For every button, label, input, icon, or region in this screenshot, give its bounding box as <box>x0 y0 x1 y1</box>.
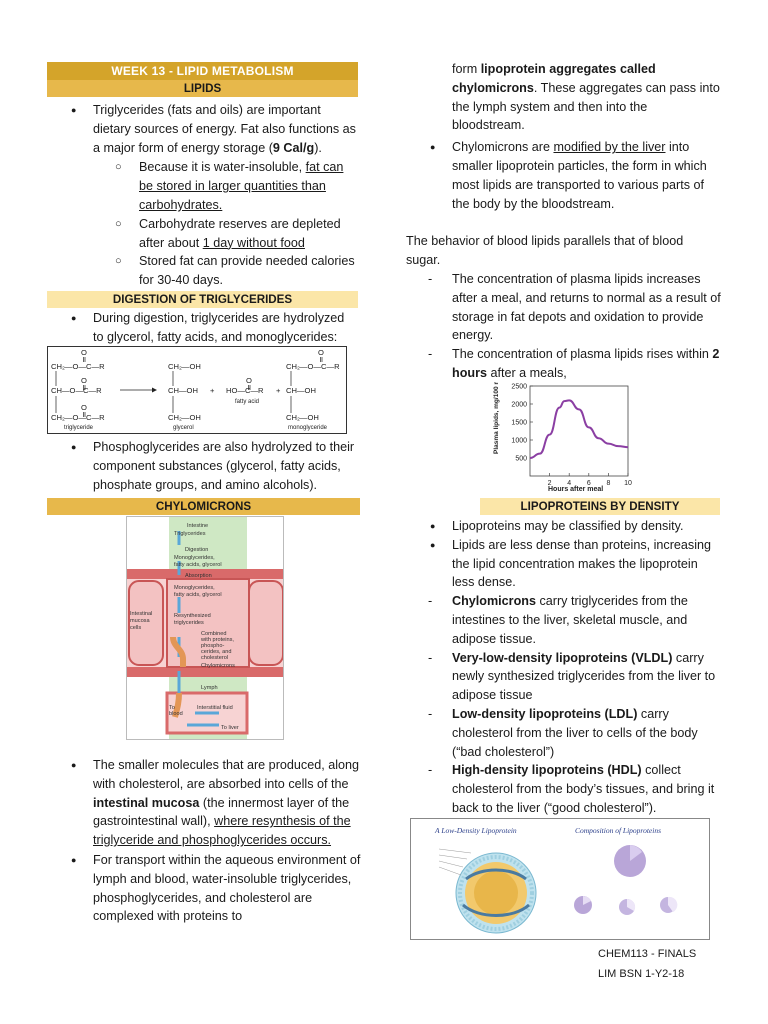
fig-label-intestine: Intestine <box>187 523 209 529</box>
chart-y-tick-label: 1000 <box>511 437 527 445</box>
triglyceride-line-1: CH₂—O—C—R <box>51 362 105 371</box>
lipoprotein-ldl: - Low-density lipoproteins (LDL) carry cholesterol from the liver to cells of the body (“bad cholesterol”) <box>406 705 721 761</box>
chylomicrons-bullet-2: ● For transport within the aqueous environment of lymph and blood, water-insoluble triglycerides, phosphoglycerides, and cholesterol are complexed with proteins to <box>47 851 362 926</box>
fig-label-absorption: Absorption <box>185 573 212 579</box>
fig-label-comb-5: cholesterol <box>201 655 229 661</box>
footer-course: CHEM113 - FINALS <box>598 948 697 960</box>
digestion-bullet-1: ● During digestion, triglycerides are hydrolyzed to glycerol, fatty acids, and monoglycerides: <box>47 309 358 347</box>
right-column-2 <box>406 498 721 818</box>
chylomicrons-heading: CHYLOMICRONS <box>47 498 360 515</box>
chart-x-tick-label: 6 <box>586 480 591 487</box>
lipoprotein-vldl: - Very-low-density lipoproteins (VLDL) carry newly synthesized triglycerides from the liver to adipose tissue <box>406 649 721 705</box>
fig-label-mucosa-3: cells <box>130 625 142 631</box>
chylomicron-continuation: form lipoprotein aggregates called chylomicrons. These aggregates can pass into the lymph system and then into the bloodstream. <box>452 62 720 133</box>
chylomicrons-bullet-1: ● The smaller molecules that are produced, along with cholesterol, are absorbed into cells of the intestinal mucosa (the innermost layer of the gastrointestinal wall), where resynthesis of the triglyceride and phosphoglycerides occurs. <box>47 756 362 850</box>
fig-label-digestion: Digestion <box>185 547 209 553</box>
lipids-bullet-1: ● Triglycerides (fats and oils) are important dietary sources of energy. Fat also functions as a major form of energy storage (9 Cal/g). <box>47 101 358 157</box>
fig-label-chylo: Chylomicrons <box>201 663 235 669</box>
fig-label-comb-4: cerides, and <box>201 649 232 655</box>
plus-sign: + <box>210 386 215 395</box>
page-title: WEEK 13 - LIPID METABOLISM <box>47 62 358 80</box>
lipids-sub-1: ○ Because it is water-insoluble, fat can be stored in larger quantities than carbohydrates. <box>47 158 358 214</box>
left-column <box>47 62 358 347</box>
lipoproteins-heading: LIPOPROTEINS BY DENSITY <box>480 498 720 515</box>
ldl-figure-title: A Low-Density Lipoprotein <box>435 826 517 835</box>
chart-x-tick-label: 2 <box>547 480 552 487</box>
chylomicron-figure <box>126 516 284 740</box>
ldl-particle-illustration <box>456 853 536 933</box>
carbonyl-o: O <box>81 348 87 357</box>
left-column-3 <box>47 756 362 926</box>
behavior-dash-2: - The concentration of plasma lipids rises within 2 hours after a meals, <box>406 345 721 383</box>
fig-label-to-blood-2: blood <box>169 711 183 717</box>
chart-y-tick-label: 2500 <box>511 383 527 391</box>
lipids-heading: LIPIDS <box>47 80 358 97</box>
lipoproteins-bullet-2: ● Lipids are less dense than proteins, increasing the lipid concentration makes the lipoprotein less dense. <box>406 536 721 592</box>
carbonyl-o: O <box>81 403 87 412</box>
right-column <box>406 60 721 383</box>
glycerol-label: glycerol <box>173 425 194 431</box>
lipoprotein-chylomicrons: - Chylomicrons carry triglycerides from the intestines to the liver, skeletal muscle, and adipose tissue. <box>406 592 721 648</box>
lipoprotein-figure <box>410 818 710 940</box>
behavior-dash-1: - The concentration of plasma lipids increases after a meal, and returns to normal as a result of storage in fat depots and oxidation to provide energy. <box>406 270 721 345</box>
fig-label-mucosa-2: mucosa <box>130 618 150 624</box>
fig-label-to-blood-1: To <box>169 705 175 711</box>
chart-x-label: Hours after meal <box>548 486 604 493</box>
footer <box>598 946 696 982</box>
triglyceride-line-2: CH—O—C—R <box>51 386 102 395</box>
fig-label-lymph: Lymph <box>201 685 218 691</box>
glycerol-line-2: CH—OH <box>168 386 198 395</box>
fig-label-comb-3: phospho- <box>201 643 225 649</box>
chart-grid <box>530 386 628 476</box>
fatty-acid-label: fatty acid <box>235 399 260 405</box>
fig-label-mono-4: fatty acids, glycerol <box>174 592 222 598</box>
lipoproteins-bullet-1: ● Lipoproteins may be classified by density. <box>406 517 721 536</box>
fig-label-mono-2: fatty acids, glycerol <box>174 562 222 568</box>
chart-plot-frame <box>530 386 628 476</box>
fatty-acid-formula: HO—C—R <box>226 386 264 395</box>
chart-x-tick-label: 4 <box>567 480 572 487</box>
fig-label-mono-3: Monoglycerides, <box>174 585 215 591</box>
behavior-text: The behavior of blood lipids parallels that of blood sugar. <box>406 234 684 268</box>
glycerol-line-1: CH₂—OH <box>168 362 201 371</box>
composition-pie-charts <box>574 845 677 915</box>
left-column-2 <box>47 438 360 515</box>
footer-section: LIM BSN 1-Y2-18 <box>598 968 685 980</box>
digestion-bullet-2: ● Phosphoglycerides are also hydrolyzed to their component substances (glycerol, fatty acids, phosphate groups, and amino alcohols). <box>47 438 360 494</box>
fig-label-to-liver: To liver <box>221 725 239 731</box>
chart-y-tick-label: 2000 <box>511 401 527 409</box>
composition-figure-title: Composition of Lipoproteins <box>575 826 661 835</box>
fig-label-mucosa-1: Intestinal <box>130 611 153 617</box>
fig-label-resyn-1: Resynthesized <box>174 613 211 619</box>
chart-y-tick-label: 500 <box>515 455 527 463</box>
glycerol-line-3: CH₂—OH <box>168 413 201 422</box>
digestion-heading: DIGESTION OF TRIGLYCERIDES <box>47 291 358 308</box>
monoglyceride-line-1: CH₂—O—C—R <box>286 362 340 371</box>
chart-x-tick-label: 10 <box>624 480 632 487</box>
triglyceride-line-3: CH₂—O—C—R <box>51 413 105 422</box>
fig-label-mono-1: Monoglycerides, <box>174 555 215 561</box>
plus-sign: + <box>276 386 281 395</box>
chart-y-tick-label: 1500 <box>511 419 527 427</box>
triglyceride-label: triglyceride <box>64 425 94 431</box>
fig-label-interstitial: Interstitial fluid <box>197 705 233 711</box>
carbonyl-o: O <box>246 376 252 385</box>
fig-label-triglycerides: Triglycerides <box>174 531 206 537</box>
chart-x-tick-label: 8 <box>606 480 611 487</box>
fig-label-comb-1: Combined <box>201 631 227 637</box>
monoglyceride-line-3: CH₂—OH <box>286 413 319 422</box>
plasma-lipid-chart <box>490 382 638 494</box>
fig-label-resyn-2: triglycerides <box>174 620 204 626</box>
fig-label-comb-2: with proteins, <box>201 637 234 643</box>
lipids-sub-2: ○ Carbohydrate reserves are depleted after about 1 day without food <box>47 215 358 253</box>
hydrolysis-scheme <box>47 346 347 434</box>
carbonyl-o: O <box>318 348 324 357</box>
monoglyceride-line-2: CH—OH <box>286 386 316 395</box>
lipids-sub-3: ○ Stored fat can provide needed calories for 30-40 days. <box>47 252 358 290</box>
lipoprotein-hdl: - High-density lipoproteins (HDL) collect cholesterol from the body’s tissues, and bring it back to the liver (“good cholesterol”). <box>406 761 721 817</box>
liver-bullet: ● Chylomicrons are modified by the liver into smaller lipoprotein particles, the form in which most lipids are transported to various parts of the body by the bloodstream. <box>406 138 721 213</box>
chart-y-label: Plasma lipids, mg/100 mL <box>493 382 500 454</box>
monoglyceride-label: monoglyceride <box>288 425 328 431</box>
carbonyl-o: O <box>81 376 87 385</box>
